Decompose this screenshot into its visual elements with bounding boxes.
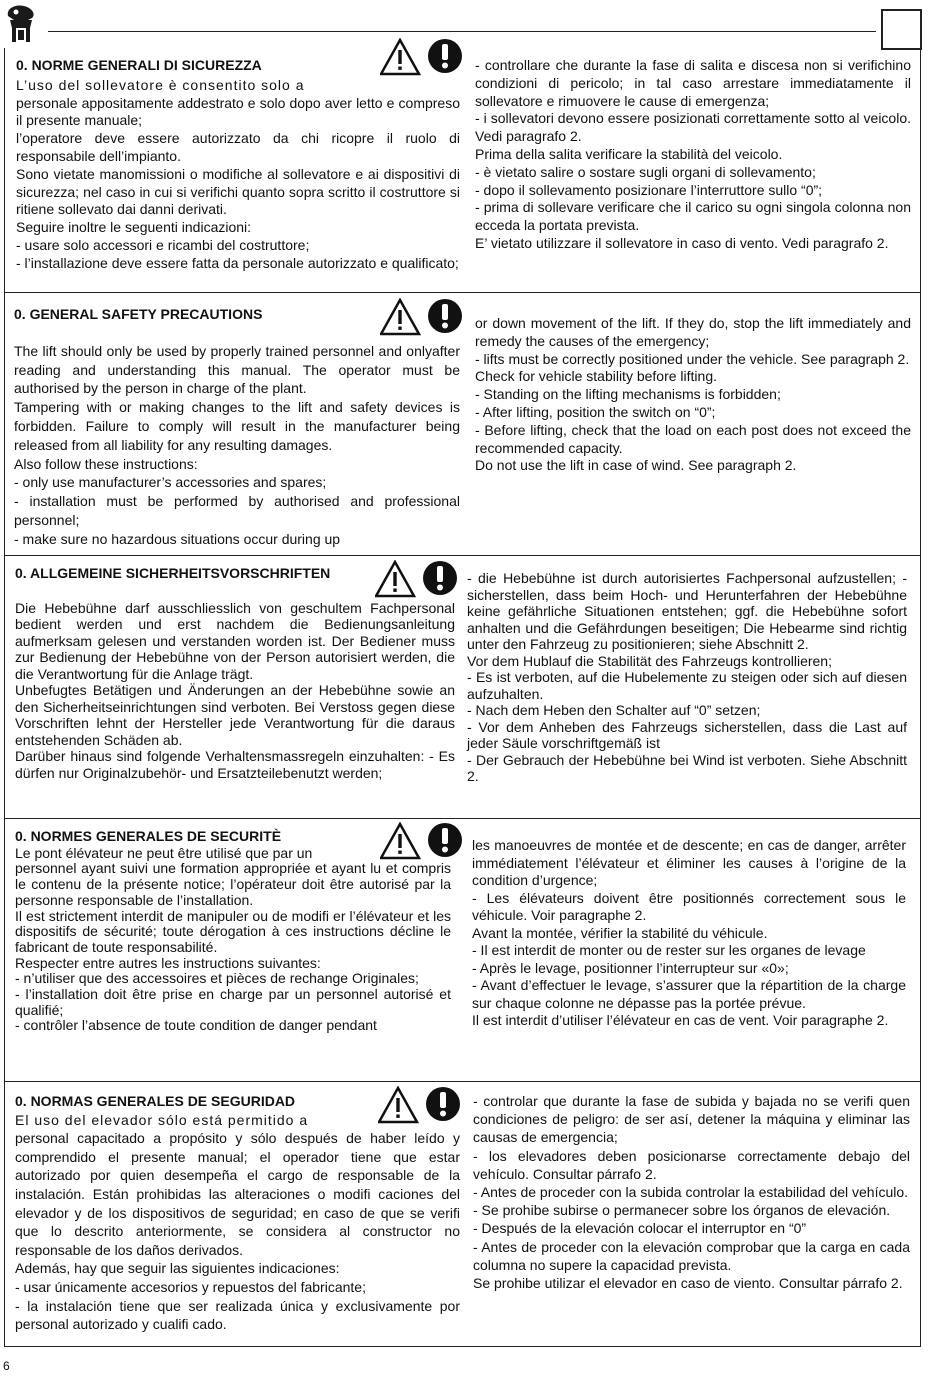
- paragraph: Die Hebebühne darf ausschliesslich von geschultem Fachpersonal bedient werden und erst nachdem die Bedienungsanleitung aufmerksam gelesen und verstanden worden ist. Der Bediener muss zur Bedienung der Hebebühne von der Person autorisiert werden, die die Verantwortung für die Anlage trägt.: [15, 599, 455, 682]
- paragraph: - contrôler l’absence de toute condition de danger pendant: [15, 1017, 377, 1034]
- paragraph: Además, hay que seguir las siguientes indicaciones:: [15, 1260, 340, 1277]
- paragraph: - Antes de proceder con la subida controlar la estabilidad del vehículo.: [473, 1184, 909, 1201]
- section-title: 0. NORME GENERALI DI SICUREZZA: [16, 57, 262, 73]
- paragraph: Darüber hinaus sind folgende Verhaltensmassregeln einzuhalten: - Es dürfen nur Originalzubehör- und Ersatzteilebenutzt werden;: [15, 748, 455, 781]
- paragraph: - installation must be performed by authorised and professional personnel;: [14, 493, 460, 528]
- paragraph: - lifts must be correctly positioned under the vehicle. See paragraph 2.: [475, 350, 910, 367]
- paragraph: - Les élévateurs doivent être positionnés correctement sous le véhicule. Voir paragraphe 2.: [472, 889, 906, 923]
- paragraph: - die Hebebühne ist durch autorisiertes Fachpersonal aufzustellen; - sicherstellen, dass beim Hoch- und Herunterfahren der Hebebühne keine gefährliche Situationen entstehen; ggf. die Hebebühne sofort anhalten und die Gefährdungen beseitigen; Die Hebearme sind richtig unter den Fahrzeug zu positionieren; siehe Abschnitt 2.: [467, 570, 907, 652]
- section-title: 0. NORMES GENERALES DE SECURITÈ: [15, 828, 282, 844]
- brand-logo-icon: [2, 2, 42, 48]
- section-fr-left: [15, 829, 451, 1034]
- section-title: 0. NORMAS GENERALES DE SEGURIDAD: [15, 1093, 296, 1109]
- paragraph: - la instalación tiene que ser realizada única y exclusivamente por personal autorizado y cualifi cado.: [15, 1297, 460, 1333]
- paragraph: - è vietato salire o sostare sugli organi di sollevamento;: [475, 163, 816, 180]
- paragraph: Le pont élévateur ne peut être utilisé que par un: [15, 844, 313, 861]
- section-title: 0. GENERAL SAFETY PRECAUTIONS: [14, 306, 263, 322]
- paragraph: Tampering with or making changes to the lift and safety devices is forbidden. Failure to comply will result in the manufacturer being released from all liability for any resulting damages.: [14, 399, 460, 453]
- section-fr-right: [472, 837, 906, 1030]
- section-en-left: [14, 305, 460, 549]
- paragraph: - make sure no hazardous situations occur during up: [14, 530, 341, 547]
- paragraph: - dopo il sollevamento posizionare l’interruttore sullo “0”;: [475, 181, 823, 198]
- paragraph: E’ vietato utilizzare il sollevatore in caso di vento. Vedi paragrafo 2.: [475, 234, 889, 251]
- paragraph: Il est strictement interdit de manipuler ou de modifi er l’élévateur et les dispositifs de sécurité; toute dérogation à ces instructions décline le fabricant de toute responsabilité.: [15, 907, 451, 955]
- page-number: 6: [3, 1359, 10, 1373]
- paragraph: Il est interdit d’utiliser l’élévateur en cas de vent. Voir paragraphe 2.: [472, 1012, 889, 1028]
- paragraph: or down movement of the lift. If they do, stop the lift immediately and remedy the causes of the emergency;: [475, 315, 911, 349]
- paragraph: - Standing on the lifting mechanisms is forbidden;: [475, 386, 781, 403]
- page-tab-box: [881, 9, 922, 50]
- paragraph: - Después de la elevación colocar el interruptor en “0”: [473, 1220, 807, 1237]
- paragraph: - controlar que durante la fase de subida y bajada no se verifi quen condiciones de peligro: de ser así, detener la máquina y eliminar las causas de emergencia;: [473, 1093, 910, 1146]
- paragraph: Seguire inoltre le seguenti indicazioni:: [16, 219, 252, 236]
- paragraph: l’operatore deve essere autorizzato da chi ricopre il ruolo di responsabile dell’impianto.: [16, 130, 460, 164]
- section-de-left: [15, 565, 455, 781]
- paragraph: - prima di sollevare verificare che il carico su ogni singola colonna non ecceda la portata prevista.: [475, 199, 911, 234]
- paragraph: - Antes de proceder con la elevación comprobar que la carga en cada columna no supere la capacidad prevista.: [473, 1238, 910, 1273]
- paragraph: - los elevadores deben posicionarse correctamente debajo del vehículo. Consultar párrafo 2.: [473, 1147, 910, 1182]
- section-it-right: [475, 57, 911, 253]
- paragraph: - Vor dem Anheben des Fahrzeugs sicherstellen, dass die Last auf jeder Säule vorschriftgemäß ist: [467, 718, 907, 751]
- paragraph: El uso del elevador sólo está permitido a: [15, 1111, 309, 1128]
- paragraph: - l’installazione deve essere fatta da personale autorizzato e qualificato;: [16, 254, 459, 271]
- section-divider: [4, 555, 921, 556]
- paragraph: - usar únicamente accesorios y repuestos del fabricante;: [15, 1278, 366, 1295]
- paragraph: les manoeuvres de montée et de descente; en cas de danger, arrêter immédiatement l’élévateur et éliminer les causes à l’origine de la condition d’urgence;: [472, 837, 906, 888]
- paragraph: Also follow these instructions:: [14, 455, 198, 472]
- paragraph: - After lifting, position the switch on “0”;: [475, 403, 716, 420]
- section-divider: [4, 1081, 921, 1082]
- section-divider: [4, 292, 921, 293]
- paragraph: - n’utiliser que des accessoires et pièces de rechange Originales;: [15, 970, 419, 987]
- paragraph: - l’installation doit être prise en charge par un personnel autorisé et qualifié;: [15, 986, 451, 1018]
- paragraph: - i sollevatori devono essere posizionati correttamente sotto al veicolo. Vedi paragrafo 2.: [475, 110, 911, 145]
- paragraph: personale appositamente addestrato e solo dopo aver letto e compreso il presente manuale;: [16, 94, 460, 129]
- paragraph: L’uso del sollevatore è consentito solo a: [16, 76, 305, 93]
- paragraph: Sono vietate manomissioni o modifiche al sollevatore e ai dispositivi di sicurezza; nel caso in cui si verifichi quanto sopra scritto il costruttore si ritiene sollevato dai danni derivati.: [16, 165, 460, 218]
- section-it-left: [16, 57, 460, 273]
- paragraph: - Es ist verboten, auf die Hubelemente zu steigen oder sich auf diesen aufzuhalten.: [467, 669, 907, 702]
- section-divider: [4, 818, 921, 819]
- paragraph: personal capacitado a propósito y sólo después de haber leído y comprendido el presente manual; el operador tiene que estar autorizado por quien desempeña el cargo de responsable de la instalación. Están prohibidas las alteraciones o modifi caciones del elevador y de los dispositivos de seguridad; en caso de que se verifi que lo descrito anteriormente, se considera al constructor no responsable de los daños derivados.: [15, 1130, 460, 1258]
- section-title: 0. ALLGEMEINE SICHERHEITSVORSCHRIFTEN: [15, 565, 331, 581]
- paragraph: - Se prohibe subirse o permanecer sobre los órganos de elevación.: [473, 1202, 891, 1219]
- paragraph: Avant la montée, vérifier la stabilité du véhicule.: [472, 924, 768, 941]
- header-rule: [48, 31, 876, 32]
- paragraph: - Après le levage, positionner l’interrupteur sur «0»;: [472, 959, 789, 976]
- section-de-right: [467, 570, 907, 785]
- paragraph: Vor dem Hublauf die Stabilität des Fahrzeugs kontrollieren;: [467, 652, 832, 669]
- paragraph: Do not use the lift in case of wind. See paragraph 2.: [475, 457, 797, 474]
- section-es-right: [473, 1092, 910, 1292]
- paragraph: The lift should only be used by properly trained personnel and onlyafter reading and understanding this manual. The operator must be authorised by the person in charge of the plant.: [14, 342, 460, 397]
- paragraph: Prima della salita verificare la stabilità del veicolo.: [475, 145, 783, 162]
- paragraph: Respecter entre autres les instructions suivantes:: [15, 954, 321, 971]
- paragraph: Check for vehicle stability before lifting.: [475, 368, 717, 385]
- paragraph: personnel ayant suivi une formation appropriée et ayant lu et compris le contenu de la présente notice; l’opérateur doit être autorisé par la personne responsable de l’installation.: [15, 860, 451, 908]
- paragraph: - Der Gebrauch der Hebebühne bei Wind ist verboten. Siehe Abschnitt 2.: [467, 751, 907, 784]
- section-en-right: [475, 315, 911, 475]
- paragraph: - controllare che durante la fase di salita e discesa non si verifichino condizioni di pericolo; in tal caso arrestare immediatamente il sollevatore e rimuovere le cause di emergenza;: [475, 57, 911, 109]
- paragraph: - Before lifting, check that the load on each post does not exceed the recommended capacity.: [475, 421, 911, 456]
- paragraph: - Avant d’effectuer le levage, s’assurer que la répartition de la charge sur chaque colonne ne dépasse pas la portée prévue.: [472, 977, 906, 1011]
- paragraph: - usare solo accessori e ricambi del costruttore;: [16, 236, 310, 253]
- section-es-left: [15, 1092, 460, 1334]
- paragraph: Unbefugtes Betätigen und Änderungen an der Hebebühne sowie an den Sicherheitseinrichtungen sind verboten. Bei Verstoss gegen diese Vorschriften lehnt der Hersteller jede Verantwortung für die daraus entstehenden Schäden ab.: [15, 682, 455, 748]
- paragraph: Se prohibe utilizar el elevador en caso de viento. Consultar párrafo 2.: [473, 1275, 903, 1292]
- paragraph: - Nach dem Heben den Schalter auf “0” setzen;: [467, 702, 761, 718]
- paragraph: - Il est interdit de monter ou de rester sur les organes de levage: [472, 942, 866, 958]
- paragraph: - only use manufacturer’s accessories and spares;: [14, 474, 327, 491]
